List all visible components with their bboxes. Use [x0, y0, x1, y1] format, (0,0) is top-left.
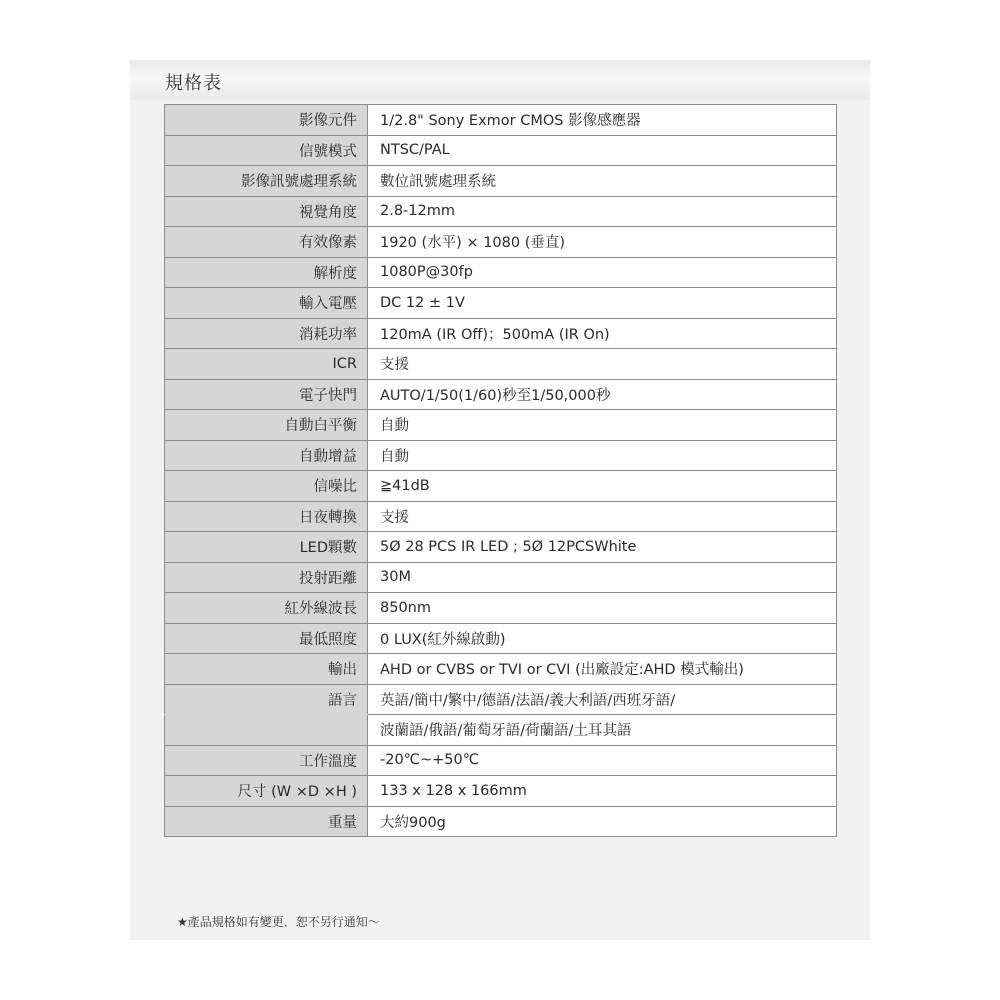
spec-value: 133 x 128 x 166mm [368, 776, 837, 807]
spec-value: -20℃~+50℃ [368, 745, 837, 776]
spec-row [165, 166, 837, 197]
spec-value: 2.8-12mm [368, 196, 837, 227]
spec-value: NTSC/PAL [368, 135, 837, 166]
spec-row [165, 654, 837, 685]
spec-row [165, 806, 837, 837]
spec-table-body [165, 105, 837, 837]
spec-row [165, 196, 837, 227]
spec-row [165, 105, 837, 136]
spec-label: 信噪比 [165, 471, 368, 502]
spec-label: 尺寸 (W ×D ×H ) [165, 776, 368, 807]
spec-row [165, 257, 837, 288]
spec-value: 波蘭語/俄語/葡萄牙語/荷蘭語/土耳其語 [368, 715, 837, 746]
spec-label: 影像元件 [165, 105, 368, 136]
spec-label [165, 715, 368, 746]
spec-row [165, 410, 837, 441]
spec-row [165, 532, 837, 563]
spec-row [165, 135, 837, 166]
spec-value: 850nm [368, 593, 837, 624]
spec-label: 紅外線波長 [165, 593, 368, 624]
spec-row [165, 288, 837, 319]
spec-label: 日夜轉換 [165, 501, 368, 532]
spec-value: DC 12 ± 1V [368, 288, 837, 319]
spec-value: AUTO/1/50(1/60)秒至1/50,000秒 [368, 379, 837, 410]
footnote: ★產品規格如有變更．恕不另行通知～ [177, 915, 380, 929]
spec-value: 1/2.8" Sony Exmor CMOS 影像感應器 [368, 105, 837, 136]
spec-row [165, 501, 837, 532]
spec-sheet [130, 60, 870, 940]
spec-label: 工作溫度 [165, 745, 368, 776]
spec-label: 影像訊號處理系統 [165, 166, 368, 197]
spec-value: AHD or CVBS or TVI or CVI (出廠設定:AHD 模式輸出) [368, 654, 837, 685]
spec-row [165, 318, 837, 349]
spec-label: 視覺角度 [165, 196, 368, 227]
spec-label: LED顆數 [165, 532, 368, 563]
spec-value: 支援 [368, 501, 837, 532]
spec-value: 120mA (IR Off)；500mA (IR On) [368, 318, 837, 349]
spec-row [165, 562, 837, 593]
spec-label: 自動增益 [165, 440, 368, 471]
spec-value: 自動 [368, 440, 837, 471]
spec-row [165, 776, 837, 807]
spec-row [165, 745, 837, 776]
spec-row [165, 440, 837, 471]
spec-value: 1080P@30fp [368, 257, 837, 288]
spec-label: 解析度 [165, 257, 368, 288]
spec-label: 語言 [165, 684, 368, 715]
spec-value: 0 LUX(紅外線啟動) [368, 623, 837, 654]
spec-row [165, 623, 837, 654]
spec-label: 信號模式 [165, 135, 368, 166]
spec-label: 輸入電壓 [165, 288, 368, 319]
spec-value: 1920 (水平) × 1080 (垂直) [368, 227, 837, 258]
spec-value: 5Ø 28 PCS IR LED ; 5Ø 12PCSWhite [368, 532, 837, 563]
spec-label: 自動白平衡 [165, 410, 368, 441]
spec-label: 輸出 [165, 654, 368, 685]
spec-row [165, 349, 837, 380]
spec-row [165, 715, 837, 746]
spec-label: 有效像素 [165, 227, 368, 258]
page-title: 規格表 [165, 73, 222, 94]
spec-table [164, 104, 837, 837]
spec-label: 投射距離 [165, 562, 368, 593]
spec-value: 大約900g [368, 806, 837, 837]
spec-label: 電子快門 [165, 379, 368, 410]
spec-value: 英語/簡中/繁中/德語/法語/義大利語/西班牙語/ [368, 684, 837, 715]
spec-row [165, 379, 837, 410]
spec-row [165, 593, 837, 624]
spec-value: ≧41dB [368, 471, 837, 502]
spec-value: 數位訊號處理系統 [368, 166, 837, 197]
spec-value: 支援 [368, 349, 837, 380]
title-band [130, 60, 870, 100]
spec-row [165, 684, 837, 715]
spec-row [165, 471, 837, 502]
spec-label: 消耗功率 [165, 318, 368, 349]
spec-label: 重量 [165, 806, 368, 837]
spec-label: 最低照度 [165, 623, 368, 654]
spec-label: ICR [165, 349, 368, 380]
spec-row [165, 227, 837, 258]
spec-value: 30M [368, 562, 837, 593]
spec-value: 自動 [368, 410, 837, 441]
